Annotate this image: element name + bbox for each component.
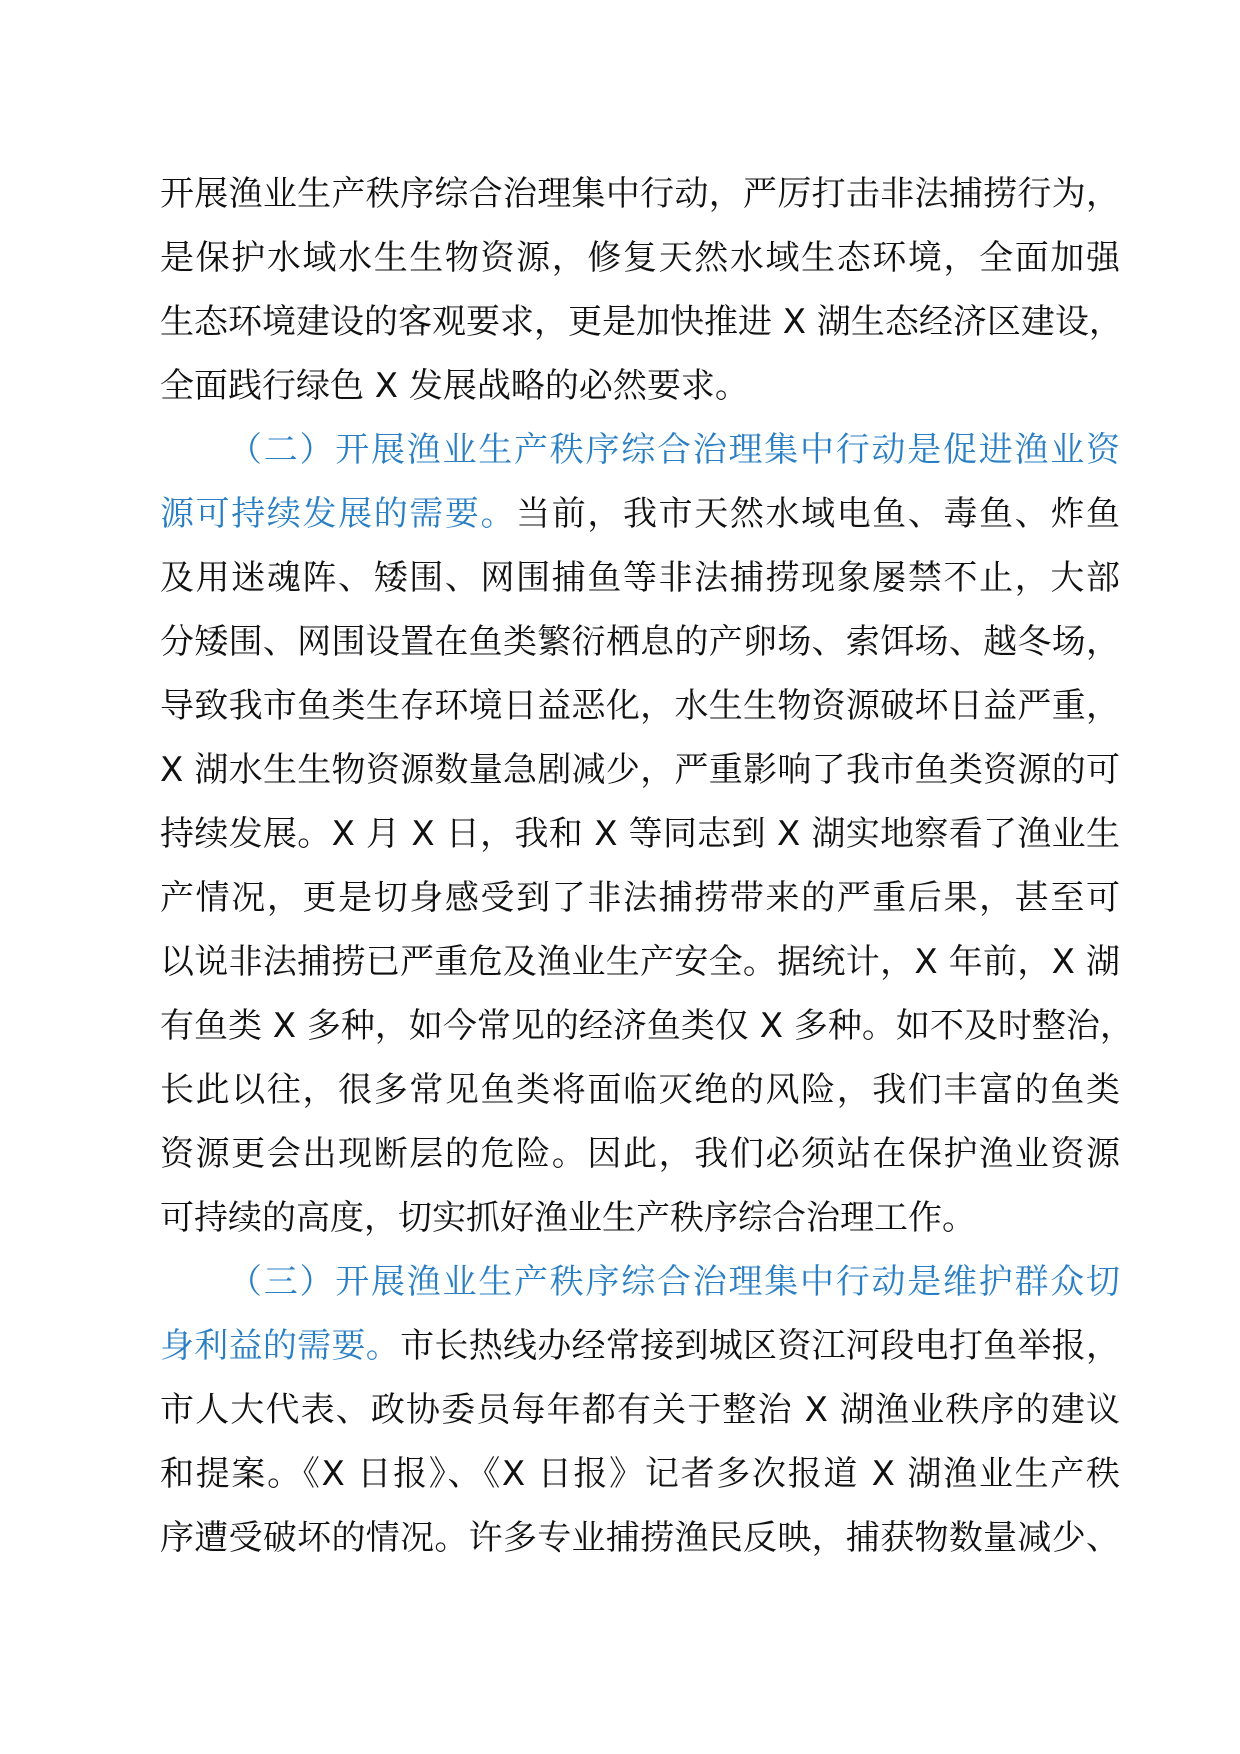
line-text: 是保护水域水生生物资源，修复天然水域生态环境，全面加强 bbox=[160, 238, 1120, 278]
text-line bbox=[160, 482, 1120, 546]
line-text: 导致我市鱼类生存环境日益恶化，水生生物资源破坏日益严重， bbox=[160, 686, 1120, 726]
text-line bbox=[160, 1506, 1120, 1570]
text-line bbox=[160, 1442, 1120, 1506]
text-line bbox=[160, 546, 1120, 610]
text-line bbox=[160, 802, 1120, 866]
text-line bbox=[160, 866, 1120, 930]
text-line bbox=[160, 610, 1120, 674]
text-line bbox=[160, 354, 1120, 418]
text-line bbox=[160, 930, 1120, 994]
line-text: X 湖水生生物资源数量急剧减少，严重影响了我市鱼类资源的可 bbox=[160, 750, 1120, 790]
line-text: 及用迷魂阵、矮围、网围捕鱼等非法捕捞现象屡禁不止，大部 bbox=[160, 558, 1120, 598]
line-text: 市长热线办经常接到城区资江河段电打鱼举报， bbox=[400, 1326, 1121, 1366]
text-line bbox=[160, 226, 1120, 290]
text-line bbox=[160, 994, 1134, 1058]
line-text: 开展渔业生产秩序综合治理集中行动，严厉打击非法捕捞行为， bbox=[160, 174, 1120, 214]
document-body bbox=[160, 162, 1134, 1570]
line-text: 以说非法捕捞已严重危及渔业生产安全。据统计，X 年前，X 湖 bbox=[160, 942, 1120, 982]
line-text: 序遭受破坏的情况。许多专业捕捞渔民反映，捕获物数量减少、 bbox=[160, 1518, 1120, 1558]
text-line bbox=[160, 674, 1120, 738]
line-text: 全面践行绿色 X 发展战略的必然要求。 bbox=[160, 366, 749, 406]
line-text: 市人大代表、政协委员每年都有关于整治 X 湖渔业秩序的建议 bbox=[160, 1390, 1120, 1430]
line-text: 资源更会出现断层的危险。因此，我们必须站在保护渔业资源 bbox=[160, 1134, 1120, 1174]
line-text: 产情况，更是切身感受到了非法捕捞带来的严重后果，甚至可 bbox=[160, 878, 1120, 918]
line-text: 有鱼类 X 多种，如今常见的经济鱼类仅 X 多种。如不及时整治， bbox=[160, 1006, 1134, 1046]
line-text: 可持续的高度，切实抓好渔业生产秩序综合治理工作。 bbox=[160, 1198, 976, 1238]
text-line bbox=[160, 1314, 1120, 1378]
line-text: 和提案。《X 日报》、《X 日报》记者多次报道 X 湖渔业生产秩 bbox=[160, 1454, 1120, 1494]
section-heading-text: （三）开展渔业生产秩序综合治理集中行动是维护群众切 bbox=[228, 1262, 1120, 1302]
line-text: 长此以往，很多常见鱼类将面临灭绝的风险，我们丰富的鱼类 bbox=[160, 1070, 1120, 1110]
text-line bbox=[160, 162, 1120, 226]
text-line bbox=[160, 1186, 1120, 1250]
line-text: 当前，我市天然水域电鱼、毒鱼、炸鱼 bbox=[516, 494, 1121, 534]
section-heading-text: 身利益的需要。 bbox=[160, 1326, 401, 1366]
section-heading-line bbox=[160, 418, 1120, 482]
section-heading-text: （二）开展渔业生产秩序综合治理集中行动是促进渔业资 bbox=[228, 430, 1120, 470]
section-heading-line bbox=[160, 1250, 1120, 1314]
text-line bbox=[160, 290, 1123, 354]
line-text: 持续发展。X 月 X 日，我和 X 等同志到 X 湖实地察看了渔业生 bbox=[160, 814, 1120, 854]
line-text: 分矮围、网围设置在鱼类繁衍栖息的产卵场、索饵场、越冬场， bbox=[160, 622, 1120, 662]
text-line bbox=[160, 738, 1120, 802]
text-line bbox=[160, 1122, 1120, 1186]
section-heading-text: 源可持续发展的需要。 bbox=[160, 494, 517, 534]
line-text: 生态环境建设的客观要求，更是加快推进 X 湖生态经济区建设， bbox=[160, 302, 1123, 342]
text-line bbox=[160, 1378, 1120, 1442]
text-line bbox=[160, 1058, 1120, 1122]
